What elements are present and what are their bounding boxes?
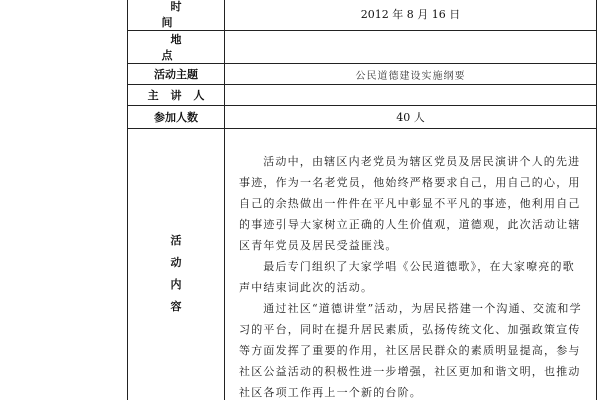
content-label: 活动内容 bbox=[170, 234, 182, 313]
place-row bbox=[128, 31, 597, 64]
activity-record-table bbox=[127, 0, 597, 400]
content-cell bbox=[225, 129, 597, 400]
theme-row bbox=[128, 64, 597, 85]
time-label: 时 间 bbox=[161, 0, 200, 29]
participants-value: 40 人 bbox=[225, 106, 597, 129]
theme-value: 公民道德建设实施纲要 bbox=[355, 70, 466, 82]
content-row bbox=[128, 129, 597, 400]
speaker-label: 主 讲 人 bbox=[147, 89, 209, 102]
speaker-value bbox=[225, 85, 597, 106]
theme-label: 活动主题 bbox=[128, 64, 225, 85]
speaker-label-cell bbox=[128, 85, 225, 106]
time-value: 2012 年 8 月 16 日 bbox=[225, 0, 597, 31]
content-paragraph: 活动中，由辖区内老党员为辖区党员及居民演讲个人的先进事迹，作为一名老党员，他始终严格要求自己，用自己的心，用自己的余热做出一件件在平凡中彰显不平凡的事迹，他利用自己的事迹引导大家树立正确的人生价值观，道德观，此次活动让辖区青年党员及居民受益匪浅。 bbox=[239, 155, 581, 252]
participants-row bbox=[128, 106, 597, 129]
content-label-cell bbox=[128, 129, 225, 400]
time-row bbox=[128, 0, 597, 31]
content-paragraph: 通过社区“道德讲堂”活动，为居民搭建一个沟通、交流和学习的平台，同时在提升居民素质，弘扬传统文化、加强政策宣传等方面发挥了重要的作用，社区居民群众的素质明显提高，参与社区公益活动的积极性进一步增强，社区更加和谐文明，也推动社区各项工作再上一个新的台阶。 bbox=[239, 302, 582, 399]
content-paragraph: 最后专门组织了大家学唱《公民道德歌》，在大家嘹亮的歌声中结束词此次的活动。 bbox=[239, 260, 575, 294]
time-label-cell bbox=[128, 0, 225, 31]
place-value bbox=[225, 31, 597, 64]
participants-label: 参加人数 bbox=[128, 106, 225, 129]
theme-value-cell bbox=[225, 64, 597, 85]
content-body bbox=[225, 145, 596, 400]
place-label-cell bbox=[128, 31, 225, 64]
speaker-row bbox=[128, 85, 597, 106]
place-label: 地 点 bbox=[161, 33, 200, 62]
